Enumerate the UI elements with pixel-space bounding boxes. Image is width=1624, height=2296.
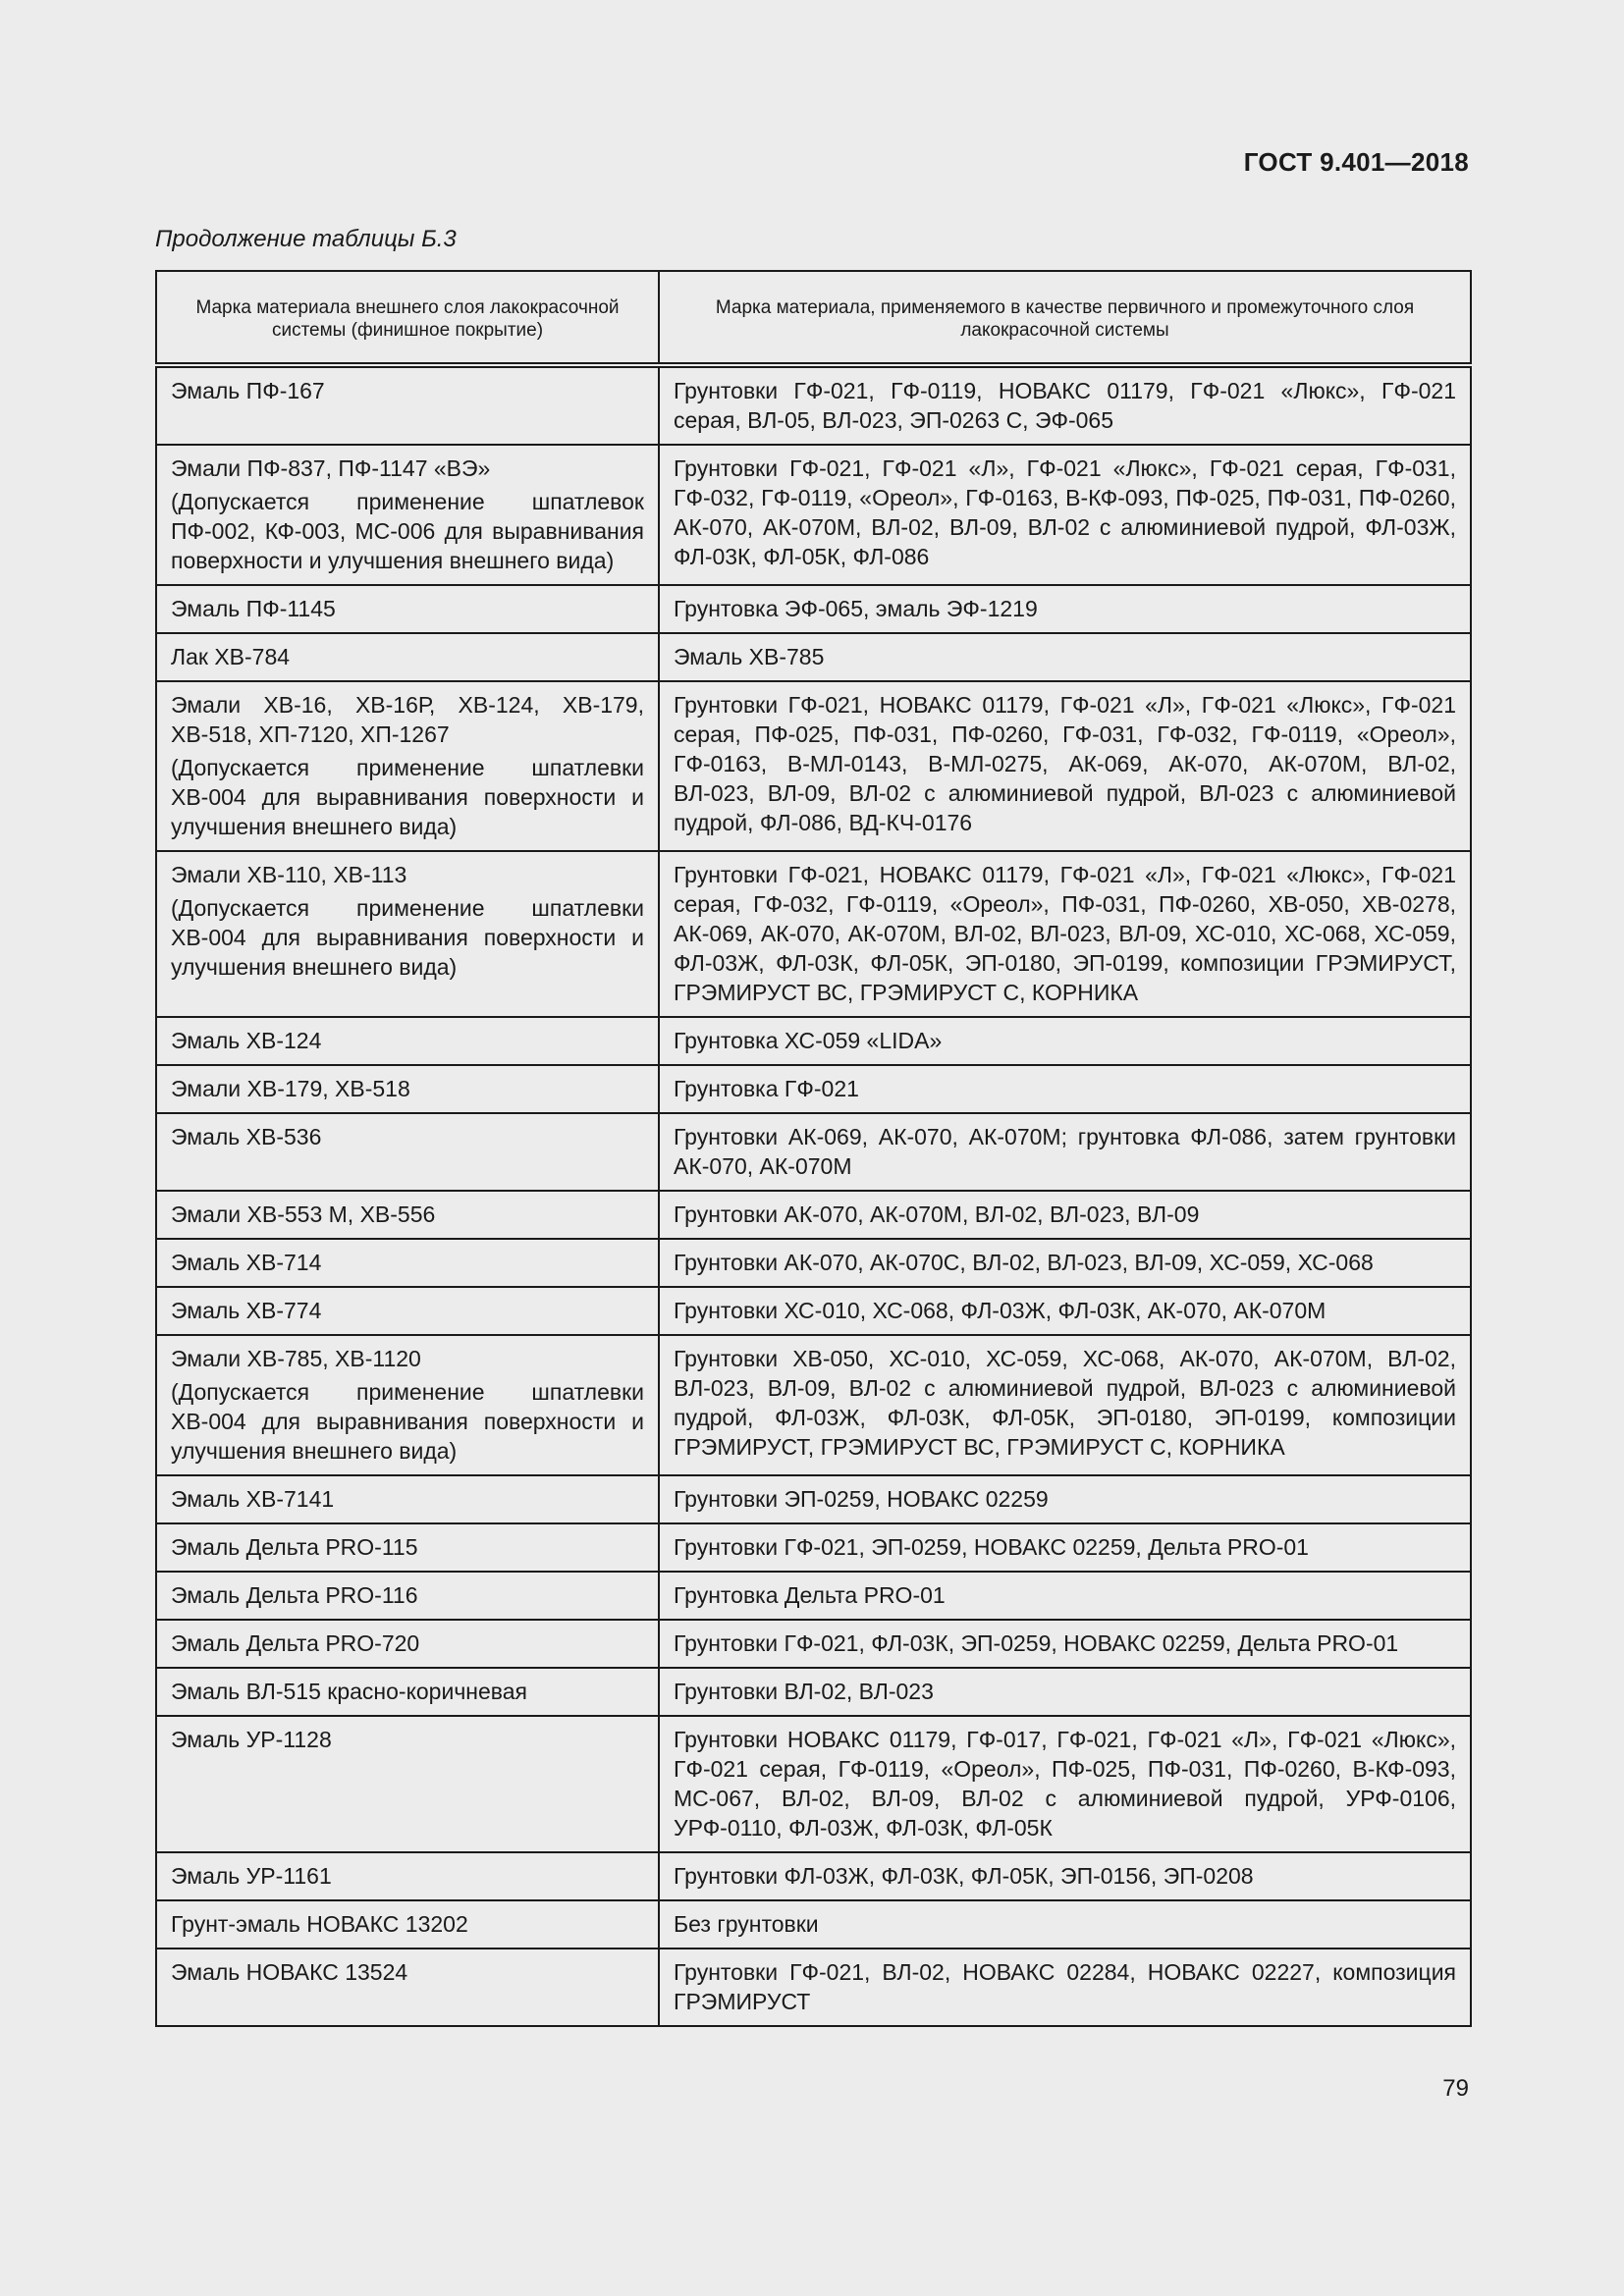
table-row (156, 1620, 1471, 1668)
finish-coat-name: Эмаль УР-1161 (171, 1863, 332, 1889)
finish-coat-name: Лак ХВ-784 (171, 644, 291, 669)
table-row (156, 585, 1471, 633)
primer-coat-cell: Грунтовка Дельта PRO-01 (659, 1572, 1471, 1620)
primer-coat-cell: Без грунтовки (659, 1900, 1471, 1949)
finish-coat-name: Эмаль ХВ-714 (171, 1250, 322, 1275)
finish-coat-name: Эмали ХВ-179, ХВ-518 (171, 1076, 410, 1101)
table-row (156, 1475, 1471, 1523)
materials-table (155, 270, 1472, 2027)
finish-coat-cell (156, 1017, 659, 1065)
finish-coat-cell (156, 1239, 659, 1287)
finish-coat-cell (156, 1335, 659, 1475)
table-row (156, 1191, 1471, 1239)
table-row (156, 1335, 1471, 1475)
finish-coat-name: Эмали ХВ-553 М, ХВ-556 (171, 1201, 436, 1227)
finish-coat-name: Эмаль ВЛ-515 красно-коричневая (171, 1679, 528, 1704)
table-row (156, 1668, 1471, 1716)
table-row (156, 1572, 1471, 1620)
finish-coat-name: Эмаль УР-1128 (171, 1727, 332, 1752)
finish-coat-note: (Допускается применение шпатлевок ПФ-002, КФ-003, МС-006 для выравнивания поверхности и улучшения внешнего вида) (171, 489, 644, 573)
table-row (156, 445, 1471, 585)
finish-coat-cell (156, 1716, 659, 1852)
primer-coat-cell: Грунтовка ЭФ-065, эмаль ЭФ-1219 (659, 585, 1471, 633)
table-row (156, 1239, 1471, 1287)
table-row (156, 1113, 1471, 1191)
finish-coat-name: Эмаль Дельта PRO-116 (171, 1582, 418, 1608)
finish-coat-cell (156, 445, 659, 585)
table-header-row (156, 271, 1471, 365)
primer-coat-cell: Грунтовки ВЛ-02, ВЛ-023 (659, 1668, 1471, 1716)
table-row (156, 851, 1471, 1017)
primer-coat-cell: Грунтовки ГФ-021, НОВАКС 01179, ГФ-021 «Л», ГФ-021 «Люкс», ГФ-021 серая, ПФ-025, ПФ-031, ПФ-0260, ГФ-031, ГФ-032, ГФ-0119, «Ореол», ГФ-0163, В-МЛ-0143, В-МЛ-0275, АК-069, АК-070, АК-070М, ВЛ-02, ВЛ-023, ВЛ-09, ВЛ-02 с алюминиевой пудрой, ВЛ-023 с алюминиевой пудрой, ФЛ-086, ВД-КЧ-0176 (659, 681, 1471, 851)
finish-coat-name: Эмаль ХВ-536 (171, 1124, 322, 1149)
document-code: ГОСТ 9.401—2018 (1243, 147, 1469, 177)
finish-coat-cell (156, 1900, 659, 1949)
finish-coat-name: Эмаль Дельта PRO-115 (171, 1534, 418, 1560)
finish-coat-name: Эмаль ХВ-774 (171, 1298, 322, 1323)
column-header-primer-coat: Марка материала, применяемого в качестве первичного и промежуточного слоя лакокрасочной системы (659, 271, 1471, 365)
finish-coat-cell (156, 633, 659, 681)
primer-coat-cell: Грунтовки ГФ-021, ФЛ-03К, ЭП-0259, НОВАКС 02259, Дельта PRO-01 (659, 1620, 1471, 1668)
finish-coat-cell (156, 365, 659, 445)
finish-coat-cell (156, 1475, 659, 1523)
finish-coat-cell (156, 1523, 659, 1572)
table-row (156, 1716, 1471, 1852)
table-caption: Продолжение таблицы Б.3 (155, 226, 457, 252)
table-row (156, 1523, 1471, 1572)
primer-coat-cell: Грунтовки ГФ-021, ГФ-021 «Л», ГФ-021 «Люкс», ГФ-021 серая, ГФ-031, ГФ-032, ГФ-0119, «Ореол», ГФ-0163, В-КФ-093, ПФ-025, ПФ-031, ПФ-0260, АК-070, АК-070М, ВЛ-02, ВЛ-09, ВЛ-02 с алюминиевой пудрой, ФЛ-03Ж, ФЛ-03К, ФЛ-05К, ФЛ-086 (659, 445, 1471, 585)
primer-coat-cell: Грунтовка ХС-059 «LIDA» (659, 1017, 1471, 1065)
finish-coat-cell (156, 1191, 659, 1239)
finish-coat-note: (Допускается применение шпатлевки ХВ-004 для выравнивания поверхности и улучшения внешнего вида) (171, 895, 644, 980)
finish-coat-note: (Допускается применение шпатлевки ХВ-004 для выравнивания поверхности и улучшения внешнего вида) (171, 1379, 644, 1464)
primer-coat-cell: Грунтовки АК-070, АК-070С, ВЛ-02, ВЛ-023, ВЛ-09, ХС-059, ХС-068 (659, 1239, 1471, 1287)
finish-coat-cell (156, 585, 659, 633)
finish-coat-cell (156, 851, 659, 1017)
table-row (156, 1017, 1471, 1065)
primer-coat-cell: Грунтовки ГФ-021, ГФ-0119, НОВАКС 01179, ГФ-021 «Люкс», ГФ-021 серая, ВЛ-05, ВЛ-023, ЭП-0263 С, ЭФ-065 (659, 365, 1471, 445)
finish-coat-name: Эмаль ПФ-167 (171, 378, 325, 403)
page-number: 79 (1442, 2075, 1469, 2102)
primer-coat-cell: Грунтовки ГФ-021, ВЛ-02, НОВАКС 02284, НОВАКС 02227, композиция ГРЭМИРУСТ (659, 1949, 1471, 2026)
finish-coat-name: Эмали ХВ-110, ХВ-113 (171, 862, 407, 887)
finish-coat-name: Эмаль ХВ-7141 (171, 1486, 335, 1512)
primer-coat-cell: Грунтовки ХС-010, ХС-068, ФЛ-03Ж, ФЛ-03К, АК-070, АК-070М (659, 1287, 1471, 1335)
table-row (156, 633, 1471, 681)
primer-coat-cell: Грунтовка ГФ-021 (659, 1065, 1471, 1113)
table-row (156, 1900, 1471, 1949)
primer-coat-cell: Грунтовки АК-070, АК-070М, ВЛ-02, ВЛ-023, ВЛ-09 (659, 1191, 1471, 1239)
finish-coat-cell (156, 681, 659, 851)
finish-coat-name: Эмали ХВ-16, ХВ-16Р, ХВ-124, ХВ-179, ХВ-518, ХП-7120, ХП-1267 (171, 692, 644, 747)
finish-coat-cell (156, 1620, 659, 1668)
primer-coat-cell: Грунтовки ХВ-050, ХС-010, ХС-059, ХС-068, АК-070, АК-070М, ВЛ-02, ВЛ-023, ВЛ-09, ВЛ-02 с алюминиевой пудрой, ВЛ-023 с алюминиевой пудрой, ФЛ-03Ж, ФЛ-03К, ФЛ-05К, ЭП-0180, ЭП-0199, композиции ГРЭМИРУСТ, ГРЭМИРУСТ ВС, ГРЭМИРУСТ С, КОРНИКА (659, 1335, 1471, 1475)
table-row (156, 1065, 1471, 1113)
finish-coat-cell (156, 1287, 659, 1335)
primer-coat-cell: Эмаль ХВ-785 (659, 633, 1471, 681)
primer-coat-cell: Грунтовки ФЛ-03Ж, ФЛ-03К, ФЛ-05К, ЭП-0156, ЭП-0208 (659, 1852, 1471, 1900)
finish-coat-cell (156, 1852, 659, 1900)
finish-coat-name: Эмаль ХВ-124 (171, 1028, 322, 1053)
table-row (156, 681, 1471, 851)
primer-coat-cell: Грунтовки ЭП-0259, НОВАКС 02259 (659, 1475, 1471, 1523)
finish-coat-name: Грунт-эмаль НОВАКС 13202 (171, 1911, 468, 1937)
finish-coat-note: (Допускается применение шпатлевки ХВ-004 для выравнивания поверхности и улучшения внешнего вида) (171, 755, 644, 839)
table-row (156, 1949, 1471, 2026)
finish-coat-cell (156, 1949, 659, 2026)
finish-coat-name: Эмаль НОВАКС 13524 (171, 1959, 408, 1985)
finish-coat-name: Эмали ХВ-785, ХВ-1120 (171, 1346, 421, 1371)
table-row (156, 365, 1471, 445)
finish-coat-name: Эмали ПФ-837, ПФ-1147 «ВЭ» (171, 455, 491, 481)
table-row (156, 1852, 1471, 1900)
finish-coat-cell (156, 1113, 659, 1191)
primer-coat-cell: Грунтовки АК-069, АК-070, АК-070М; грунтовка ФЛ-086, затем грунтовки АК-070, АК-070М (659, 1113, 1471, 1191)
finish-coat-cell (156, 1572, 659, 1620)
primer-coat-cell: Грунтовки НОВАКС 01179, ГФ-017, ГФ-021, ГФ-021 «Л», ГФ-021 «Люкс», ГФ-021 серая, ГФ-0119, «Ореол», ПФ-025, ПФ-031, ПФ-0260, В-КФ-093, МС-067, ВЛ-02, ВЛ-09, ВЛ-02 с алюминиевой пудрой, УРФ-0106, УРФ-0110, ФЛ-03Ж, ФЛ-03К, ФЛ-05К (659, 1716, 1471, 1852)
finish-coat-cell (156, 1065, 659, 1113)
table-body (156, 365, 1471, 2026)
table-row (156, 1287, 1471, 1335)
finish-coat-cell (156, 1668, 659, 1716)
column-header-finish-coat: Марка материала внешнего слоя лакокрасочной системы (финишное покрытие) (156, 271, 659, 365)
finish-coat-name: Эмаль ПФ-1145 (171, 596, 336, 621)
primer-coat-cell: Грунтовки ГФ-021, ЭП-0259, НОВАКС 02259, Дельта PRO-01 (659, 1523, 1471, 1572)
primer-coat-cell: Грунтовки ГФ-021, НОВАКС 01179, ГФ-021 «Л», ГФ-021 «Люкс», ГФ-021 серая, ГФ-032, ГФ-0119, «Ореол», ПФ-031, ПФ-0260, ХВ-050, ХВ-0278, АК-069, АК-070, АК-070М, ВЛ-02, ВЛ-023, ВЛ-09, ХС-010, ХС-068, ХС-059, ФЛ-03Ж, ФЛ-03К, ФЛ-05К, ЭП-0180, ЭП-0199, композиции ГРЭМИРУСТ, ГРЭМИРУСТ ВС, ГРЭМИРУСТ С, КОРНИКА (659, 851, 1471, 1017)
finish-coat-name: Эмаль Дельта PRO-720 (171, 1630, 420, 1656)
